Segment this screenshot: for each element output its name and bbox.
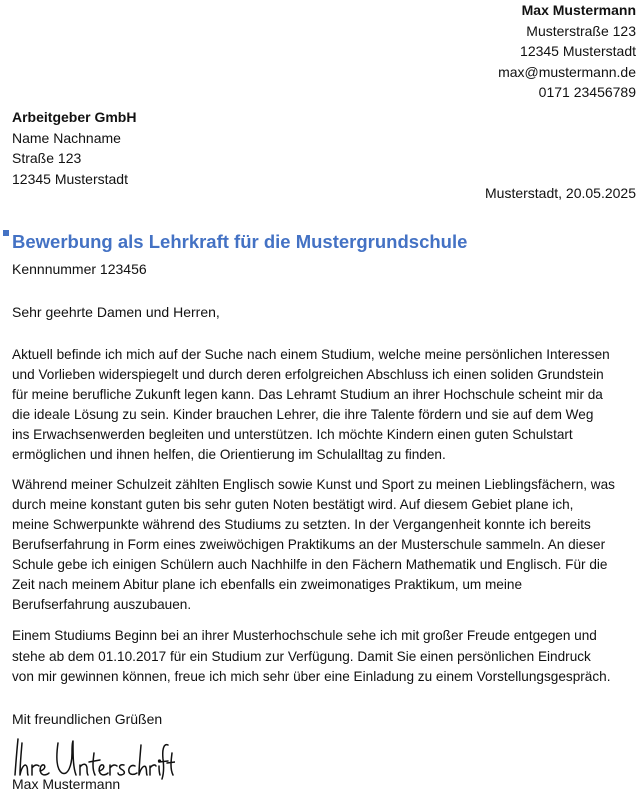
paragraph-line: Während meiner Schulzeit zählten Englisch sowie Kunst und Sport zu meinen Lieblingsfächern, was	[12, 477, 615, 492]
paragraph-line: durch meine konstant guten bis sehr guten Noten bestätigt wird. Auf diesem Gebiet plane ich,	[12, 497, 574, 512]
letter-date: Musterstadt, 20.05.2025	[485, 185, 636, 201]
paragraph-line: Aktuell befinde ich mich auf der Suche nach einem Studium, welche meine persönlichen Interessen	[12, 347, 610, 362]
recipient-street: Straße 123	[12, 150, 82, 166]
handwritten-signature	[10, 735, 175, 781]
paragraph-line: Berufserfahrung in Form eines zweiwöchigen Praktikums an der Musterschule sammeln. An dieser	[12, 537, 606, 552]
paragraph-line: stehe ab dem 01.10.2017 für ein Studium zur Verfügung. Damit Sie einen persönlichen Eindruck	[12, 648, 591, 664]
paragraph-line: Berufserfahrung auszubauen.	[12, 597, 192, 612]
subject-marker-square	[3, 230, 9, 236]
recipient-contact: Name Nachname	[12, 129, 121, 146]
sender-email: max@mustermann.de	[498, 63, 636, 80]
paragraph-line: die ideale Lösung zu sein. Kinder brauchen Lehrer, die ihre Talente fördern und sie auf dem Weg	[12, 407, 594, 422]
paragraph-line: ins Erwachsenwerden begleiten und unterstützen. Ich möchte Kindern einen guten Schulstart	[12, 427, 573, 442]
recipient-company: Arbeitgeber GmbH	[12, 109, 137, 125]
reference-number: Kennnummer 123456	[12, 261, 147, 277]
body-paragraph-1	[12, 345, 636, 465]
sender-city: 12345 Musterstadt	[520, 43, 636, 59]
body-paragraph-2	[12, 475, 636, 615]
paragraph-line: und Vorlieben widerspiegelt und durch deren erfolgreichen Abschluss ich einen soliden Grundstein	[12, 367, 604, 382]
signer-name: Max Mustermann	[12, 776, 121, 792]
sender-street: Musterstraße 123	[526, 22, 636, 39]
sender-name: Max Mustermann	[521, 2, 636, 18]
closing-phrase: Mit freundlichen Grüßen	[12, 711, 163, 727]
paragraph-line: ermöglichen und ihnen helfen, die Orientierung im Schulalltag zu finden.	[12, 447, 446, 462]
sender-address-block	[498, 0, 636, 103]
recipient-address-block	[12, 107, 136, 189]
paragraph-line: meine Schwerpunkte während des Studiums zu setzten. In der Vergangenheit konnte ich bereits	[12, 517, 591, 532]
paragraph-line: von mir gewinnen können, freue ich mich sehr über eine Einladung zu einem Vorstellungsgespräch.	[12, 669, 611, 684]
paragraph-line: Schule gebe ich einigen Schülern auch Nachhilfe in den Fächern Mathematik und Englisch. Für die	[12, 557, 608, 572]
letter-subject: Bewerbung als Lehrkraft für die Mustergrundschule	[12, 231, 468, 252]
recipient-city: 12345 Musterstadt	[12, 170, 128, 187]
salutation: Sehr geehrte Damen und Herren,	[12, 304, 220, 320]
paragraph-line: für meine berufliche Zukunft legen kann. Das Lehramt Studium an ihrer Hochschule scheint mir da	[12, 387, 603, 402]
body-paragraph-3	[12, 626, 636, 688]
sender-phone: 0171 23456789	[538, 84, 636, 100]
paragraph-line: Einem Studiums Beginn bei an ihrer Musterhochschule sehe ich mit großer Freude entgegen und	[12, 628, 597, 643]
paragraph-line: Zeit nach meinem Abitur plane ich ebenfalls ein zweimonatiges Praktikum, um meine	[12, 577, 523, 592]
